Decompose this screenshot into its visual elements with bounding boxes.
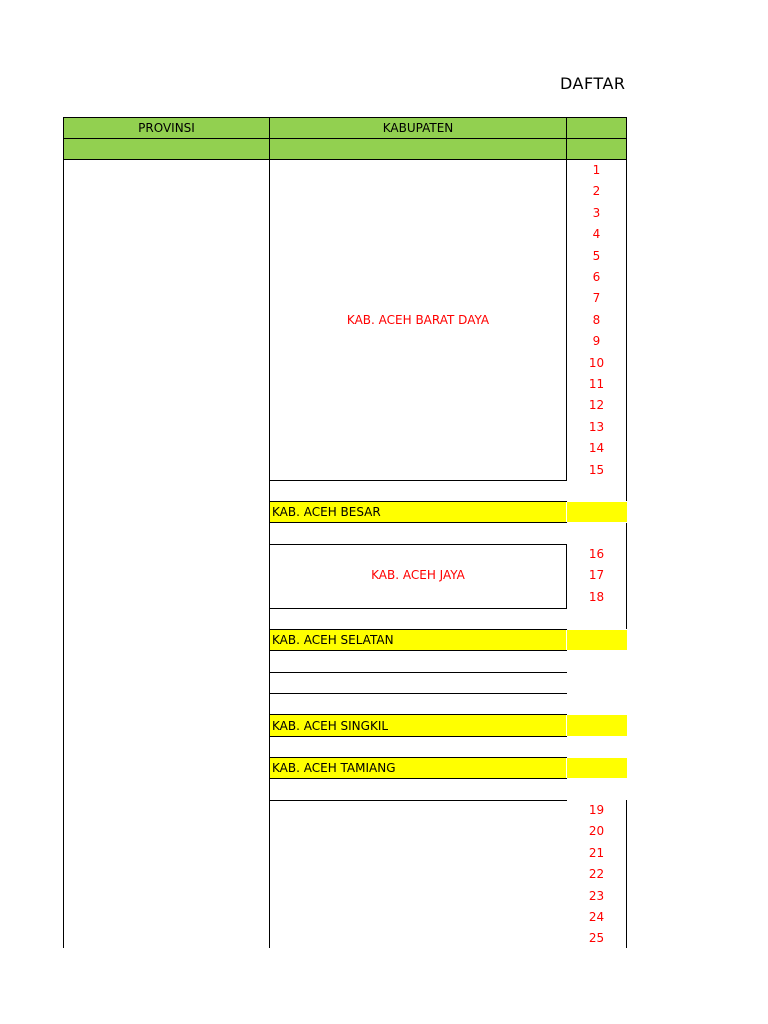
grid-line <box>269 650 567 651</box>
column-header-kabupaten: KABUPATEN <box>269 117 567 139</box>
row-number: 22 <box>588 867 605 882</box>
kabupaten-aceh-selatan: KAB. ACEH SELATAN <box>270 630 566 650</box>
row-number: 24 <box>588 910 605 924</box>
highlight-cell <box>567 715 627 736</box>
grid-line <box>269 138 270 160</box>
row-number: 7 <box>592 291 601 306</box>
grid-line <box>269 160 270 948</box>
grid-line <box>566 138 567 160</box>
row-number: 11 <box>588 377 605 391</box>
row-number: 17 <box>588 568 605 583</box>
grid-line <box>63 160 64 948</box>
kabupaten-aceh-singkil: KAB. ACEH SINGKIL <box>270 715 566 736</box>
kabupaten-aceh-besar: KAB. ACEH BESAR <box>270 502 566 522</box>
row-number: 20 <box>588 824 605 839</box>
grid-line <box>269 544 567 545</box>
row-number: 4 <box>592 227 601 242</box>
row-number: 19 <box>588 803 605 817</box>
header-subrow <box>63 138 627 160</box>
highlight-cell <box>567 502 627 522</box>
row-number: 13 <box>588 419 605 434</box>
row-number: 23 <box>588 888 605 903</box>
row-number: 6 <box>592 270 601 284</box>
row-number: 16 <box>588 547 605 561</box>
row-number: 21 <box>588 845 605 860</box>
row-number: 2 <box>592 184 601 199</box>
row-number: 8 <box>592 312 601 327</box>
row-number: 3 <box>592 205 601 220</box>
row-number: 5 <box>592 248 601 263</box>
kabupaten-aceh-barat-daya: KAB. ACEH BARAT DAYA <box>346 313 490 327</box>
highlight-cell <box>567 758 627 778</box>
grid-line <box>269 672 567 673</box>
grid-line <box>269 693 567 694</box>
row-number: 1 <box>592 163 601 177</box>
grid-line <box>269 480 567 481</box>
row-number: 25 <box>588 931 605 946</box>
row-number: 14 <box>588 441 605 456</box>
row-number: 15 <box>588 462 605 477</box>
grid-line <box>626 160 627 501</box>
row-number: 18 <box>588 589 605 604</box>
grid-line <box>626 523 627 629</box>
grid-line <box>269 736 567 737</box>
page-title: DAFTAR <box>560 74 626 93</box>
grid-line <box>626 800 627 948</box>
column-header-provinsi: PROVINSI <box>63 117 270 139</box>
row-number: 10 <box>588 355 605 370</box>
grid-line <box>269 608 567 609</box>
highlight-cell <box>567 630 627 650</box>
column-header-no <box>566 117 627 139</box>
grid-line <box>269 800 567 801</box>
row-number: 9 <box>592 334 601 349</box>
grid-line <box>269 778 567 779</box>
row-number: 12 <box>588 398 605 413</box>
grid-line <box>269 522 567 523</box>
kabupaten-aceh-jaya: KAB. ACEH JAYA <box>371 568 465 582</box>
kabupaten-aceh-tamiang: KAB. ACEH TAMIANG <box>270 758 566 778</box>
